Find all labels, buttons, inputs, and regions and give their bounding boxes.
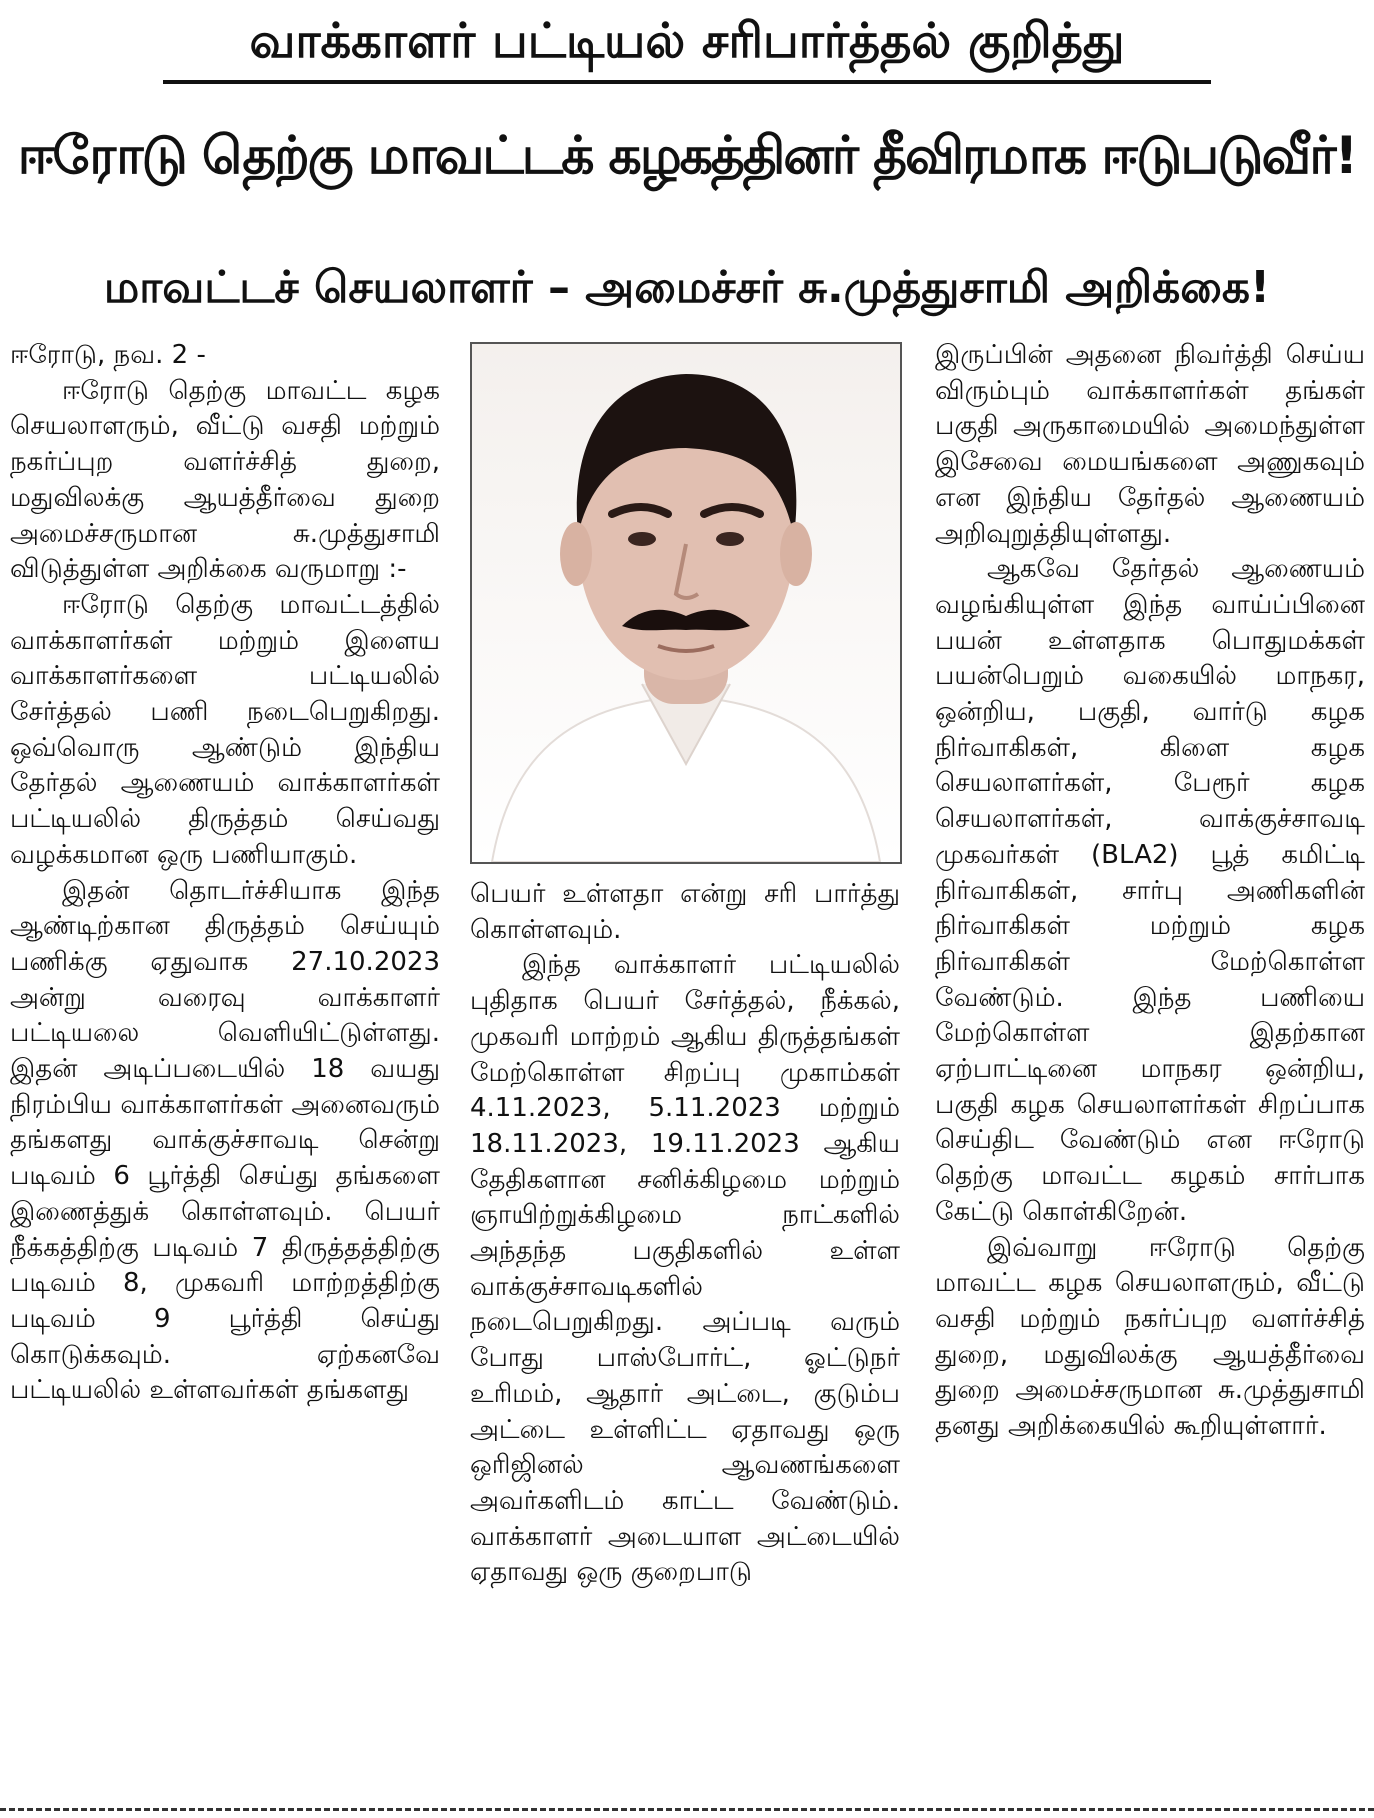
bottom-divider — [0, 1808, 1374, 1811]
paragraph: ஈரோடு தெற்கு மாவட்ட கழக செயலாளரும், வீட்டு வசதி மற்றும் நகர்ப்புற வளர்ச்சித் துறை, மதுவிலக்கு ஆயத்தீர்வை துறை அமைச்சருமான சு.முத்துசாமி விடுத்துள்ள அறிக்கை வருமாறு :- — [10, 375, 440, 585]
article-column-2 — [470, 877, 900, 1591]
paragraph: ஈரோடு தெற்கு மாவட்டத்தில் வாக்காளர்கள் மற்றும் இளைய வாக்காளர்களை பட்டியலில் சேர்த்தல் பணி நடைபெறுகிறது. ஒவ்வொரு ஆண்டும் இந்திய தேர்தல் ஆணையம் வாக்காளர்கள் பட்டியலில் திருத்தம் செய்வது வழக்கமான ஒரு பணியாகும். — [10, 589, 440, 870]
article-column-1 — [10, 338, 440, 1409]
kicker-underline — [163, 80, 1211, 84]
kicker-heading: வாக்காளர் பட்டியல் சரிபார்த்தல் குறித்து — [249, 13, 1125, 69]
subheadline: மாவட்டச் செயலாளர் – அமைச்சர் சு.முத்துசாமி அறிக்கை! — [103, 262, 1271, 313]
paragraph: இந்த வாக்காளர் பட்டியலில் புதிதாக பெயர் சேர்த்தல், நீக்கல், முகவரி மாற்றம் ஆகிய திருத்தங்கள் மேற்கொள்ள சிறப்பு முகாம்கள் 4.11.2023, 5.11.2023 மற்றும் 18.11.2023, 19.11.2023 ஆகிய தேதிகளான சனிக்கிழமை மற்றும் ஞாயிற்றுக்கிழமை நாட்களில் அந்தந்த பகுதிகளில் உள்ள வாக்குச்சாவடிகளில் நடைபெறுகிறது. அப்படி வரும் போது பாஸ்போர்ட், ஓட்டுநர் உரிமம், ஆதார் அட்டை, குடும்ப அட்டை உள்ளிட்ட ஏதாவது ஒரு ஒரிஜினல் ஆவணங்களை அவர்களிடம் காட்ட வேண்டும். வாக்காளர் அடையாள அட்டையில் ஏதாவது ஒரு குறைபாடு — [470, 950, 900, 1588]
paragraph: இதன் தொடர்ச்சியாக இந்த ஆண்டிற்கான திருத்தம் செய்யும் பணிக்கு ஏதுவாக 27.10.2023 அன்று வரைவு வாக்காளர் பட்டியலை வெளியிட்டுள்ளது. இதன் அடிப்படையில் 18 வயது நிரம்பிய வாக்காளர்கள் அனைவரும் தங்களது வாக்குச்சாவடி சென்று படிவம் 6 பூர்த்தி செய்து தங்களை இணைத்துக் கொள்ளவும். பெயர் நீக்கத்திற்கு படிவம் 7 திருத்தத்திற்கு படிவம் 8, முகவரி மாற்றத்திற்கு படிவம் 9 பூர்த்தி செய்து கொடுக்கவும். ஏற்கனவே பட்டியலில் உள்ளவர்கள் தங்களது — [10, 875, 440, 1406]
headline: ஈரோடு தெற்கு மாவட்டக் கழகத்தினர் தீவிரமாக ஈடுபடுவீர்! — [17, 126, 1357, 186]
paragraph: இவ்வாறு ஈரோடு தெற்கு மாவட்ட கழக செயலாளரும், வீட்டு வசதி மற்றும் நகர்ப்புற வளர்ச்சித் துறை, மதுவிலக்கு ஆயத்தீர்வை துறை அமைச்சருமான சு.முத்துசாமி தனது அறிக்கையில் கூறியுள்ளார். — [935, 1232, 1365, 1442]
dateline: ஈரோடு, நவ. 2 - — [10, 340, 206, 370]
paragraph: ஆகவே தேர்தல் ஆணையம் வழங்கியுள்ள இந்த வாய்ப்பினை பயன் உள்ளதாக பொதுமக்கள் பயன்பெறும் வகையில் மாநகர, ஒன்றிய, பகுதி, வார்டு கழக நிர்வாகிகள், கிளை கழக செயலாளர்கள், பேரூர் கழக செயலாளர்கள், வாக்குச்சாவடி முகவர்கள் (BLA2) பூத் கமிட்டி நிர்வாகிகள், சார்பு அணிகளின் நிர்வாகிகள் மற்றும் கழக நிர்வாகிகள் மேற்கொள்ள வேண்டும். இந்த பணியை மேற்கொள்ள இதற்கான ஏற்பாட்டினை மாநகர ஒன்றிய, பகுதி கழக செயலாளர்கள் சிறப்பாக செய்திட வேண்டும் என ஈரோடு தெற்கு மாவட்ட கழகம் சார்பாக கேட்டு கொள்கிறேன். — [935, 554, 1365, 1227]
paragraph: பெயர் உள்ளதா என்று சரி பார்த்து கொள்ளவும். — [470, 879, 900, 945]
paragraph: இருப்பின் அதனை நிவர்த்தி செய்ய விரும்பும் வாக்காளர்கள் தங்கள் பகுதி அருகாமையில் அமைந்துள்ள இசேவை மையங்களை அணுகவும் என இந்திய தேர்தல் ஆணையம் அறிவுறுத்தியுள்ளது. — [935, 340, 1365, 549]
article-column-3 — [935, 338, 1365, 1445]
portrait-photo — [470, 342, 902, 864]
